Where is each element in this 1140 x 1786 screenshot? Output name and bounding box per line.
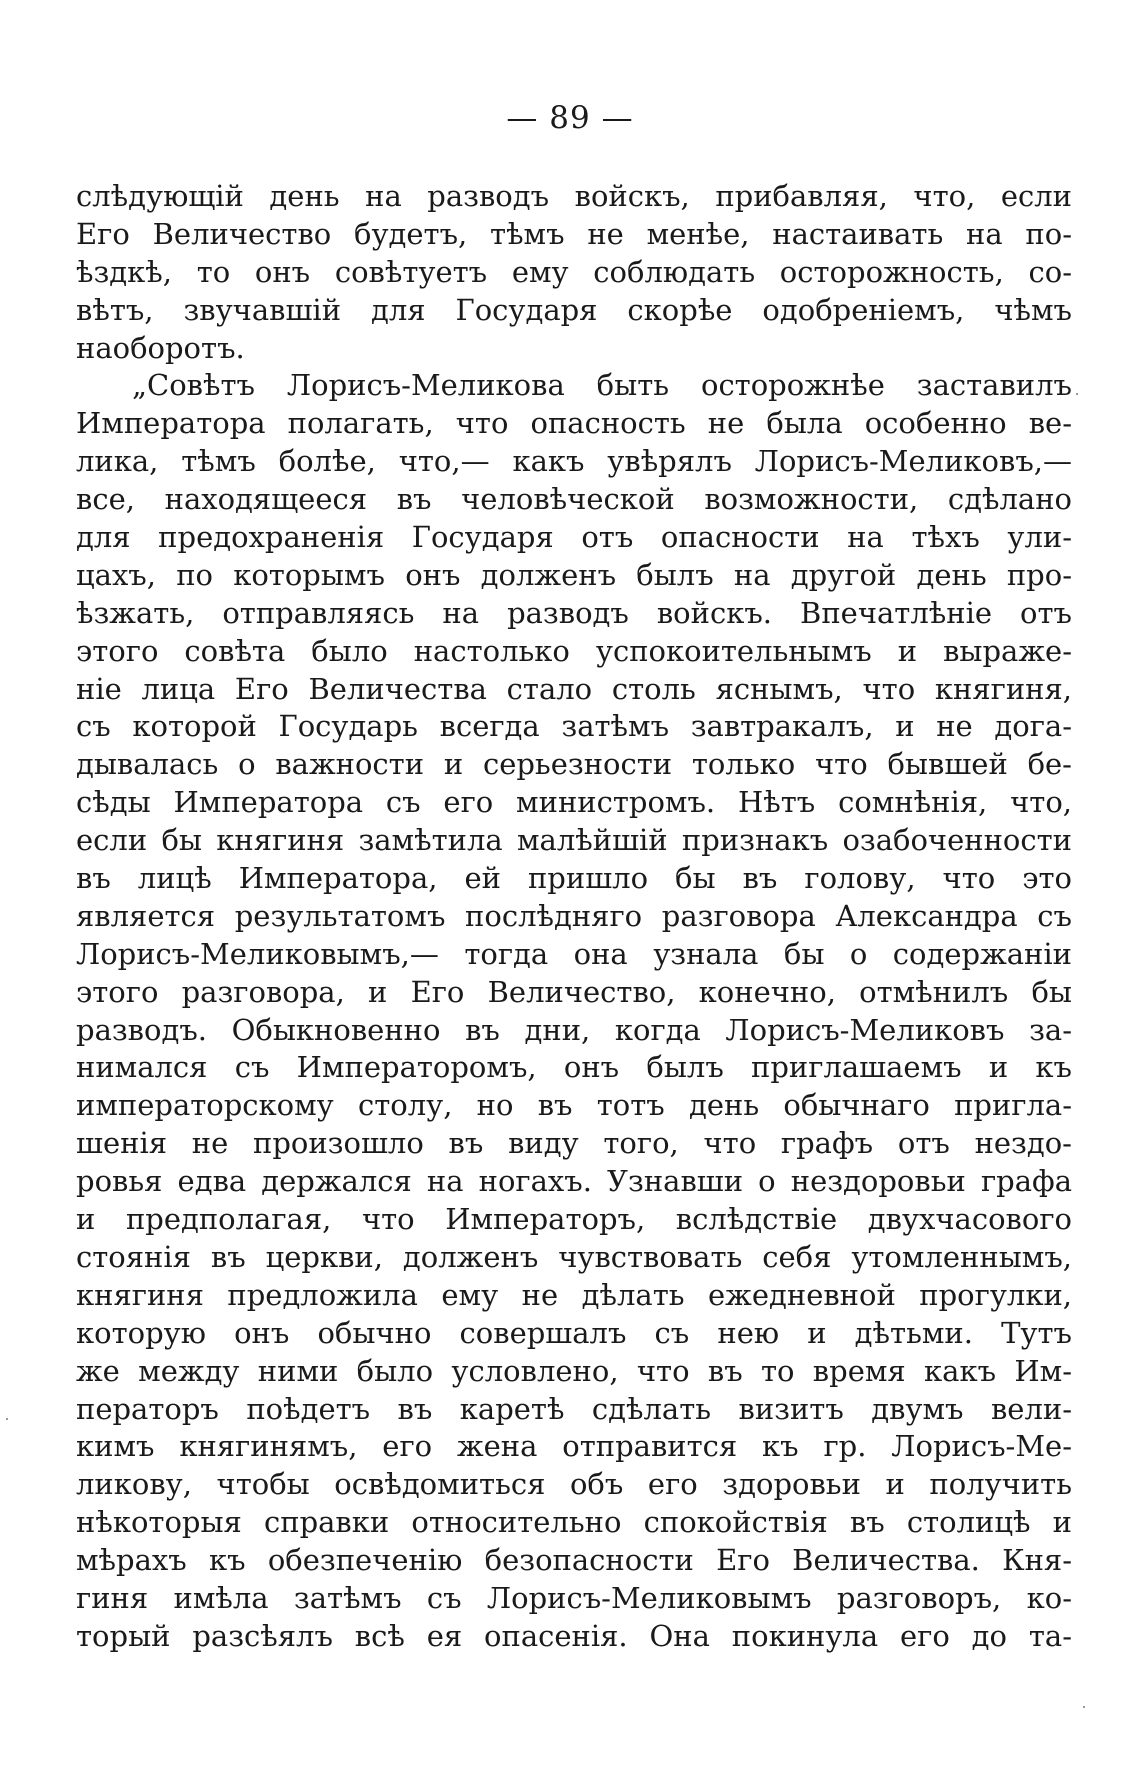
text-line: Лорисъ-Меликовымъ,— тогда она узнала бы о содержаніи [76,936,1072,971]
text-line: если бы княгиня замѣтила малѣйшій признакъ озабоченности [76,823,1072,858]
text-line: кимъ княгинямъ, его жена отправится къ гр. Лорисъ-Ме- [76,1429,1072,1464]
scan-speck [1083,1706,1085,1708]
text-line: слѣдующій день на разводъ войскъ, прибавляя, что, если [76,179,1072,213]
text-line: все, находящееся въ человѣческой возможности, сдѣлано [76,482,1072,517]
text-line: лика, тѣмъ болѣе, что,— какъ увѣрялъ Лорисъ-Меликовъ,— [76,444,1072,479]
text-line: ликову, чтобы освѣдомиться объ его здоровьи и получить [76,1467,1072,1502]
text-line: Императора полагать, что опасность не была особенно ве- [76,406,1072,441]
text-line: ровья едва держался на ногахъ. Узнавши о нездоровьи графа [76,1164,1072,1199]
text-line: княгиня предложила ему не дѣлать ежедневной прогулки, [76,1277,1072,1312]
text-line: гиня имѣла затѣмъ съ Лорисъ-Меликовымъ разговоръ, ко- [76,1580,1072,1615]
scan-speck [6,1418,8,1420]
text-line: стоянія въ церкви, долженъ чувствовать себя утомленнымъ, [76,1239,1072,1274]
text-line: ніе лица Его Величества стало столь яснымъ, что княгиня, [76,671,1072,706]
text-line: торый разсѣялъ всѣ ея опасенія. Она покинула его до та- [76,1618,1072,1653]
text-line: вѣтъ, звучавшій для Государя скорѣе одобреніемъ, чѣмъ [76,292,1072,327]
text-line: этого совѣта было настолько успокоительнымъ и выраже- [76,633,1072,668]
text-line: является результатомъ послѣдняго разговора Александра съ [76,898,1072,933]
text-line: нѣкоторыя справки относительно спокойствія въ столицѣ и [76,1505,1072,1540]
text-line: мѣрахъ къ обезпеченію безопасности Его Величества. Кня- [76,1543,1072,1578]
text-line: съ которой Государь всегда затѣмъ завтракалъ, и не дога- [76,709,1072,744]
text-line: ѣзжать, отправляясь на разводъ войскъ. Впечатлѣніе отъ [76,595,1072,630]
text-line: цахъ, по которымъ онъ долженъ былъ на другой день про- [76,557,1072,592]
text-line: разводъ. Обыкновенно въ дни, когда Лорисъ-Меликовъ за- [76,1012,1072,1047]
text-line: въ лицѣ Императора, ей пришло бы въ голову, что это [76,861,1072,896]
text-line: дывалась о важности и серьезности только что бывшей бе- [76,747,1072,782]
text-line: Его Величество будетъ, тѣмъ не менѣе, настаивать на по- [76,216,1072,251]
text-line: же между ними было условлено, что въ то время какъ Им- [76,1353,1072,1388]
body-text [76,178,1072,1656]
text-line: шенія не произошло въ виду того, что графъ отъ нездо- [76,1126,1072,1161]
text-line: нимался съ Императоромъ, онъ былъ приглашаемъ и къ [76,1050,1072,1085]
text-line: для предохраненія Государя отъ опасности на тѣхъ ули- [76,520,1072,555]
text-line: которую онъ обычно совершалъ съ нею и дѣтьми. Тутъ [76,1315,1072,1350]
paragraph-1 [76,178,1072,367]
page-number: — 89 — [506,100,634,136]
text-line: императорскому столу, но въ тотъ день обычнаго пригла- [76,1088,1072,1123]
text-line: этого разговора, и Его Величество, конечно, отмѣнилъ бы [76,974,1072,1009]
text-line: наоборотъ. [76,330,245,365]
text-line: ператоръ поѣдетъ въ каретѣ сдѣлать визитъ двумъ вели- [76,1391,1072,1426]
scan-speck [1076,393,1078,395]
text-line: ѣздкѣ, то онъ совѣтуетъ ему соблюдать осторожность, со- [76,254,1072,289]
text-line: сѣды Императора съ его министромъ. Нѣтъ сомнѣнія, что, [76,785,1072,820]
paragraph-2 [76,367,1072,1655]
text-line: и предполагая, что Императоръ, вслѣдствіе двухчасового [76,1202,1072,1237]
text-line: „Совѣтъ Лорисъ-Меликова быть осторожнѣе заставилъ [132,368,1072,403]
